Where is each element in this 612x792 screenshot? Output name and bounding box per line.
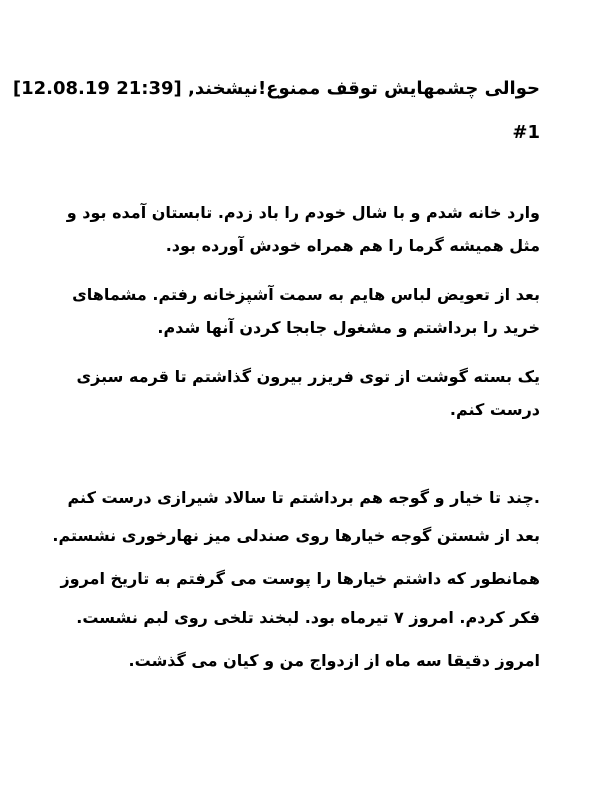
text-line: .مثل همیشه گرما را هم همراه خودش آورده بود: [165, 236, 540, 255]
document-title: [حوالی چشمهایش توقف ممنوع!نیشخند, [21:39 12.08.19: [12, 78, 540, 99]
text-line: .بعد از شستن گوجه خیارها روی صندلی میز نهارخوری نشستم: [52, 526, 540, 545]
text-line: همانطور که داشتم خیارها را پوست می گرفتم به تاریخ امروز: [60, 569, 540, 588]
text-line: بعد از تعویض لباس هایم به سمت آشپزخانه رفتم. مشماهای: [72, 285, 540, 304]
text-line: چند تا خیار و گوجه هم برداشتم تا سالاد شیرازی درست کنم.: [67, 488, 540, 507]
text-line: .خرید را برداشتم و مشغول جابجا کردن آنها شدم: [157, 318, 540, 337]
text-line: .درست کنم: [449, 400, 540, 419]
section-number: #1: [512, 122, 540, 143]
text-line: .فکر کردم. امروز ۷ تیرماه بود. لبخند تلخی روی لبم نشست: [76, 608, 540, 627]
text-line: .امروز دقیقا سه ماه از ازدواج من و کیان می گذشت: [128, 651, 540, 670]
text-line: یک بسته گوشت از توی فریزر بیرون گذاشتم تا قرمه سبزی: [76, 367, 540, 386]
text-line: وارد خانه شدم و با شال خودم را باد زدم. تابستان آمده بود و: [66, 203, 540, 222]
